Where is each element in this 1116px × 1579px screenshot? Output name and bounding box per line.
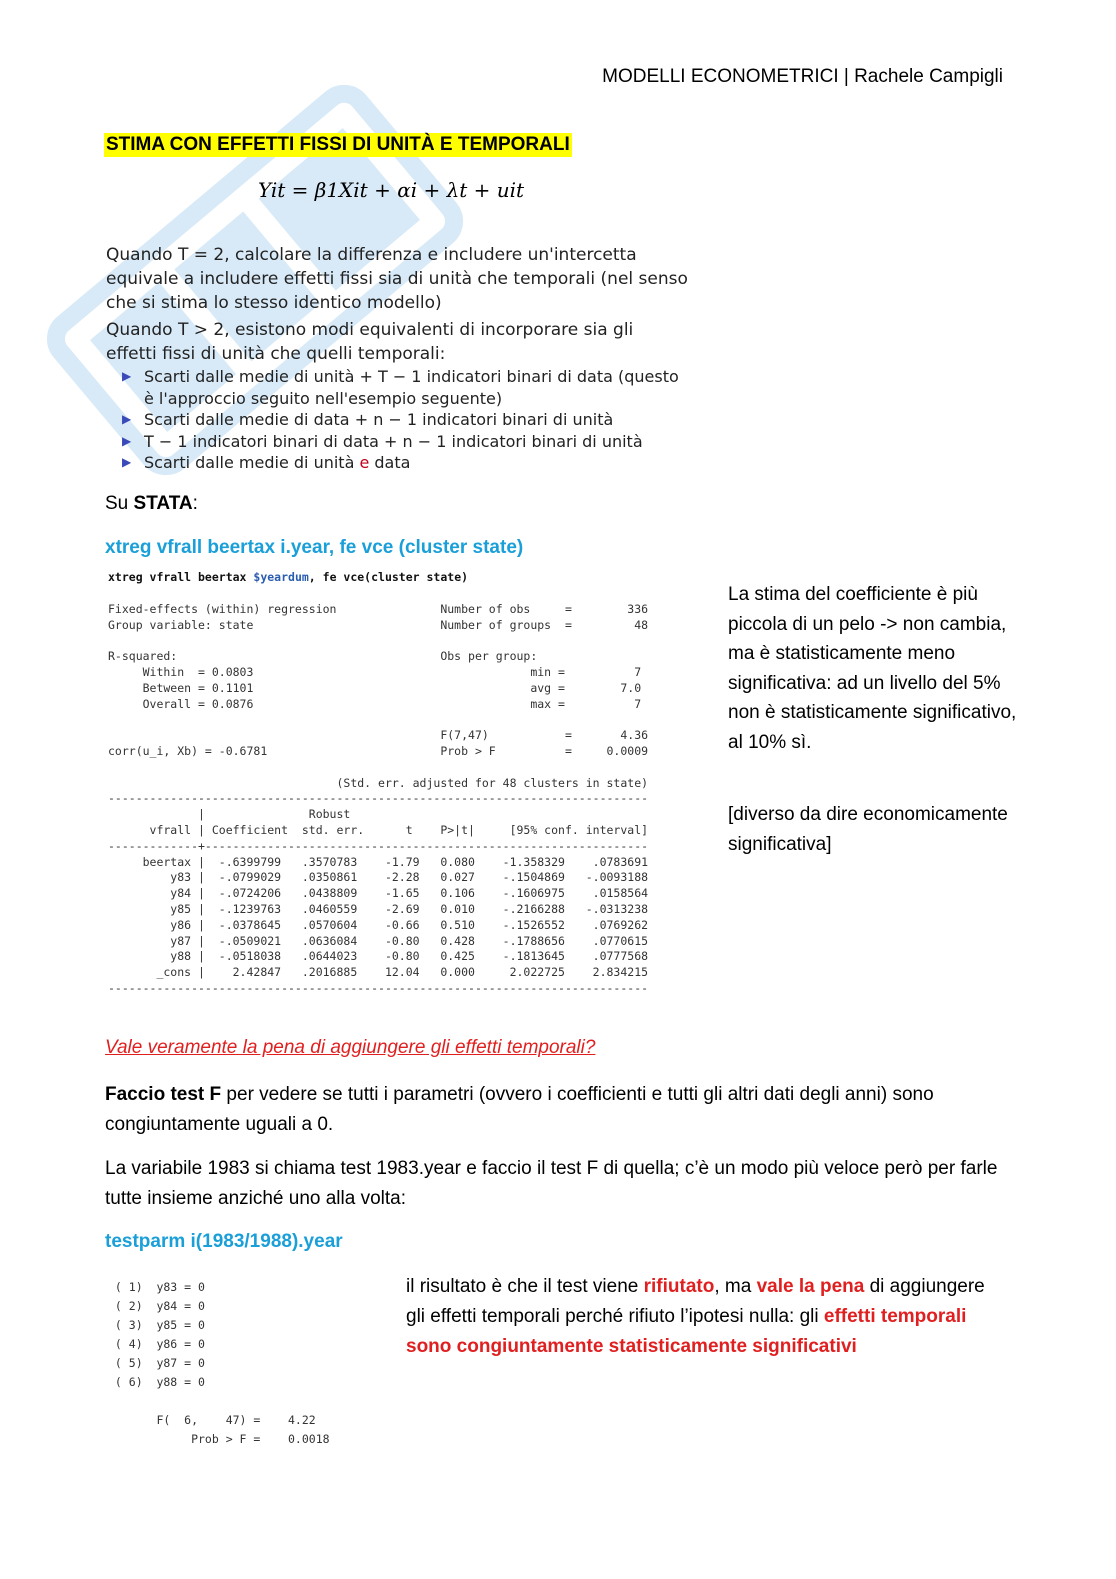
stata-output-line: beertax | -.6399799 .3570783 -1.79 0.080 -1.358329 .0783691 xyxy=(108,854,649,869)
stata-output-line: vfrall | Coefficient std. err. t P>|t| [95% conf. interval] xyxy=(108,822,649,837)
su-stata-label: Su STATA: xyxy=(105,493,198,514)
result-paragraph: il risultato è che il test viene rifiutato, ma vale la pena di aggiungere gli effetti temporali perché rifiuto l’ipotesi nulla: gli effetti temporali sono congiuntamente statisticamente significativi xyxy=(406,1276,985,1357)
stata-output-line: Fixed-effects (within) regression Number of obs = 336 xyxy=(108,601,649,616)
slide-paragraph-2 xyxy=(106,318,706,366)
stata-output-line: -------------+---------------------------------------------------------------- xyxy=(108,838,649,853)
regression-formula: Yit = β1Xit + αi + λt + uit xyxy=(258,178,525,202)
stata-output-line: Overall = 0.0876 max = 7 xyxy=(108,696,642,711)
list-item: ▶ Scarti dalle medie di data + n − 1 indicatori binari di unità xyxy=(122,410,614,429)
stata-output-line: ( 6) y88 = 0 xyxy=(108,1375,205,1389)
triangle-bullet-icon: ▶ xyxy=(122,455,132,469)
list-item: ▶ Scarti dalle medie di unità e data xyxy=(122,453,411,472)
stata-output-command: xtreg vfrall beertax $yeardum, fe vce(cluster state) xyxy=(108,570,469,584)
triangle-bullet-icon: ▶ xyxy=(122,433,132,448)
stata-output-line: Between = 0.1101 avg = 7.0 xyxy=(108,680,642,695)
list-item: ▶ Scarti dalle medie di unità + T − 1 indicatori binari di data (questo xyxy=(122,367,679,386)
faccio-test-paragraph: Faccio test F per vedere se tutti i parametri (ovvero i coefficienti e tutti gli altri dati degli anni) sono congiuntamente uguali a 0. xyxy=(105,1084,934,1135)
stata-output-line xyxy=(108,760,648,776)
slide-paragraph-1 xyxy=(106,243,706,315)
stata-output-line: ( 2) y84 = 0 xyxy=(108,1299,205,1313)
stata-output-line: (Std. err. adjusted for 48 clusters in state) xyxy=(108,775,649,790)
stata-output-line: ( 1) y83 = 0 xyxy=(108,1280,205,1294)
stata-output-line: Within = 0.0803 min = 7 xyxy=(108,664,642,679)
stata-output-line: Prob > F = 0.0018 xyxy=(108,1432,330,1446)
stata-output-line: y88 | -.0518038 .0644023 -0.80 0.425 -.1813645 .0777568 xyxy=(108,949,649,964)
stata-command-testparm: testparm i(1983/1988).year xyxy=(105,1231,343,1252)
stata-output-line xyxy=(108,712,648,728)
slide-bullet-list xyxy=(122,366,682,474)
stata-command-xtreg: xtreg vfrall beertax i.year, fe vce (cluster state) xyxy=(105,537,524,558)
slide-line: effetti fissi di unità che quelli temporali: xyxy=(106,344,446,364)
slide-line: Quando T = 2, calcolare la differenza e includere un'intercetta xyxy=(106,245,637,265)
triangle-bullet-icon: ▶ xyxy=(122,369,132,383)
stata-output-line: ------------------------------------------------------------------------------ xyxy=(108,980,649,995)
side-note-comment: La stima del coefficiente è più piccola di un pelo -> non cambia, ma è statisticamente meno significativa: ad un livello del 5% non è statisticamente significativo, al 10% sì. xyxy=(728,584,1017,753)
stata-output-line: ------------------------------------------------------------------------------ xyxy=(108,791,649,806)
stata-output-line: y83 | -.0799029 .0350861 -2.28 0.027 -.1504869 -.0093188 xyxy=(108,870,649,885)
stata-output-lines xyxy=(108,1278,330,1449)
triangle-bullet-icon: ▶ xyxy=(122,412,132,426)
stata-output-testparm xyxy=(108,1278,330,1449)
slide-line: Quando T > 2, esistono modi equivalenti di incorporare sia gli xyxy=(106,320,634,340)
list-item: ▶ T − 1 indicatori binari di data + n − 1 indicatori binari di unità xyxy=(122,431,643,451)
stata-output-line: F( 6, 47) = 4.22 xyxy=(108,1413,316,1427)
stata-output-line: y86 | -.0378645 .0570604 -0.66 0.510 -.1526552 .0769262 xyxy=(108,917,649,932)
stata-output-line: | Robust xyxy=(108,807,351,822)
stata-output-line xyxy=(108,1392,330,1411)
stata-output-line: ( 4) y86 = 0 xyxy=(108,1337,205,1351)
slide-line: che si stima lo stesso identico modello) xyxy=(106,293,442,313)
stata-output-regression xyxy=(108,570,648,997)
list-item-continuation: è l'approccio seguito nell'esempio seguente) xyxy=(144,388,503,408)
stata-output-line: y87 | -.0509021 .0636084 -0.80 0.428 -.1788656 .0770615 xyxy=(108,933,649,948)
stata-output-line: corr(u_i, Xb) = -0.6781 Prob > F = 0.0009 xyxy=(108,743,649,758)
side-note-economic: [diverso da dire economicamente significativa] xyxy=(728,804,1008,855)
stata-output-line: y85 | -.1239763 .0460559 -2.69 0.010 -.2166288 -.0313238 xyxy=(108,901,649,916)
stata-output-line: Group variable: state Number of groups = 48 xyxy=(108,617,649,632)
stata-output-line: F(7,47) = 4.36 xyxy=(108,728,649,743)
stata-output-line xyxy=(108,633,648,649)
stata-output-line: R-squared: Obs per group: xyxy=(108,649,538,664)
page-header: MODELLI ECONOMETRICI | Rachele Campigli xyxy=(602,66,1003,87)
slide-line: equivale a includere effetti fissi sia di unità che temporali (nel senso xyxy=(106,269,688,289)
stata-output-line: ( 3) y85 = 0 xyxy=(108,1318,205,1332)
stata-output-line: ( 5) y87 = 0 xyxy=(108,1356,205,1370)
stata-output-lines xyxy=(108,602,648,997)
question-heading: Vale veramente la pena di aggiungere gli effetti temporali? xyxy=(105,1037,596,1058)
stata-output-line: _cons | 2.42847 .2016885 12.04 0.000 2.022725 2.834215 xyxy=(108,965,649,980)
stata-output-line: y84 | -.0724206 .0438809 -1.65 0.106 -.1606975 .0158564 xyxy=(108,886,649,901)
section-title: STIMA CON EFFETTI FISSI DI UNITÀ E TEMPORALI xyxy=(106,134,570,155)
variabile-paragraph: La variabile 1983 si chiama test 1983.year e faccio il test F di quella; c’è un modo più veloce però per farle tutte insieme anziché uno alla volta: xyxy=(105,1158,998,1209)
